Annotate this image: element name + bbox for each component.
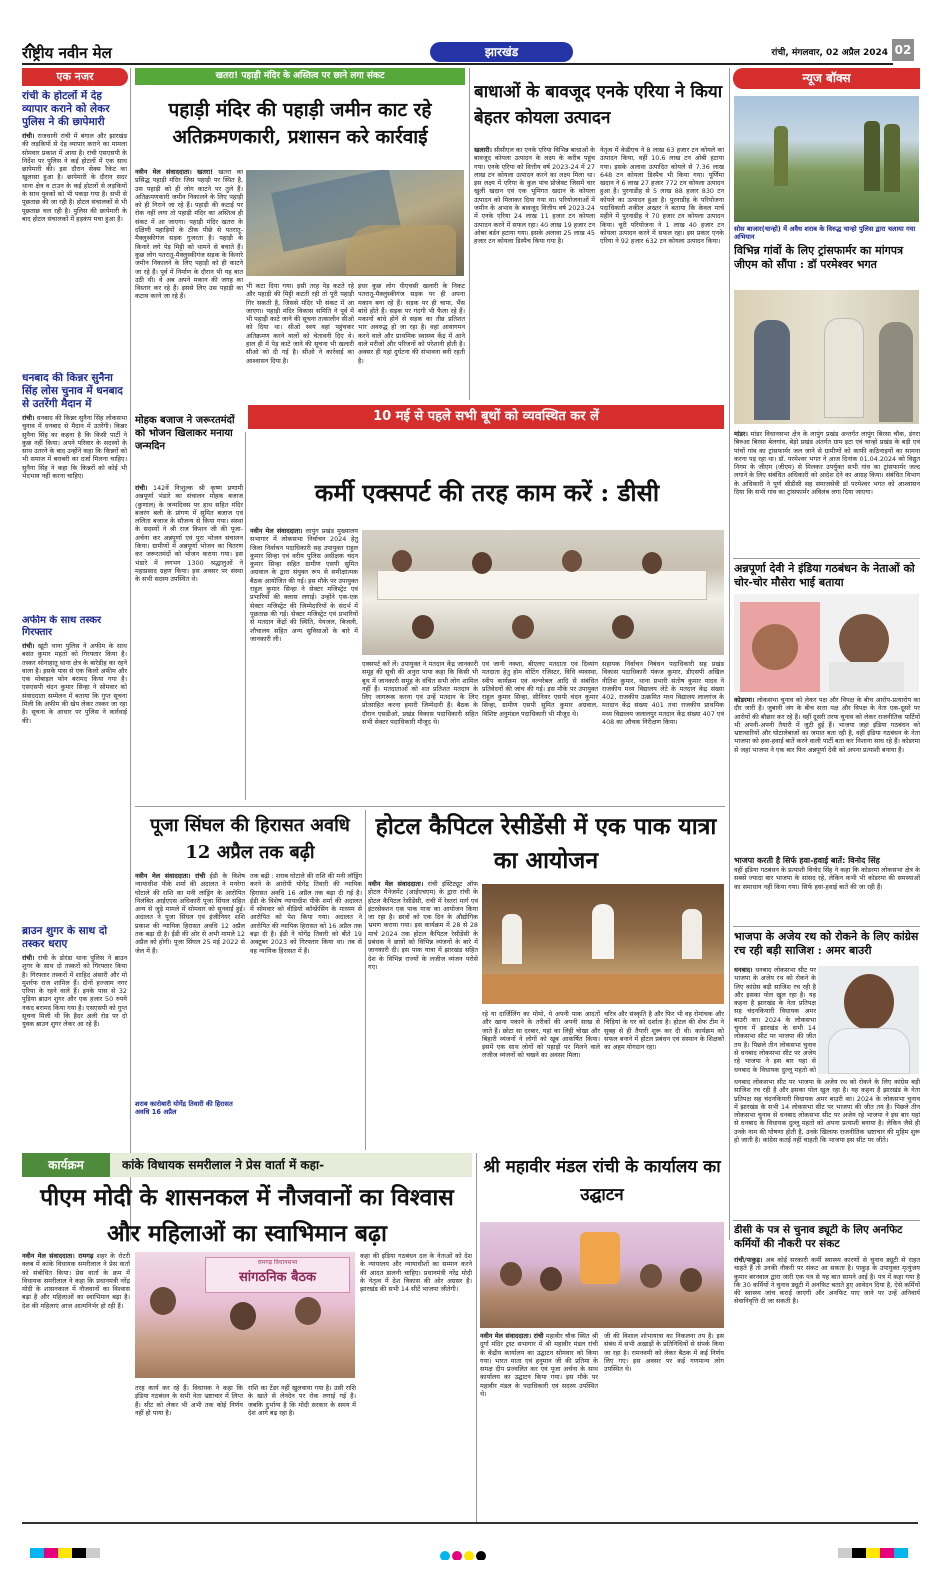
ek-nazar-body-4: रांची के डोरंडा थाना पुलिस ने ब्राउन शुगर के साथ दो तस्करों को गिरफ्तार किया है। गिरफ्तार तस्करों में शाहिद अंसारी और मो मुशर्रफ राज शामिल हैं। दोनों हज्जाम नगर एरिया के रहने वाले हैं। इनके पास से 32 पुड़िया ब्राउन शुगर और एक हजार 50 रुपये नकद बरामद किया गया है। एसएसपी को गुप्त सूचना मिली थी कि हैदर अली रोड पर दो युवक ब्राउन शुगर लेकर आ रहे हैं। — [22, 954, 127, 1029]
news-box-item-4-body — [734, 1256, 920, 1506]
karyakram-strip — [22, 1153, 472, 1177]
puja-dateline: नवीन मेल संवाददाता। रांची — [135, 872, 206, 880]
dateline: रांची, मंगलवार, 02 अप्रैल 2024 — [771, 48, 888, 58]
news-box-photo-annapurna — [734, 594, 919, 692]
ek-nazar-dateline-2: रांची। — [22, 414, 35, 422]
news-box-item-3-body-cont: धनबाद लोकसभा सीट पर भाजपा के अजेय रथ को रोकने के लिए कांग्रेस बड़ी साजिश रच रही है और इसका पोल खुल रहा है। यह कहना है झारखंड के नेता प्रतिपक्ष सह चंदनकियारी विधायक अमर बाउरी का। 2024 के लोकसभा चुनाव में झारखंड के सभी 14 लोकसभा सीट पर भाजपा की जीत तय है। पिछले तीन लोकसभा चुनाव से धनबाद लोकसभा सीट पर अजेय रहे भाजपा ने इस बार यहां से धनबाद के विधायक दुल्लू महतो को अपना प्रत्याशी बनाया है। लेकिन जैसे ही उनके नाम की घोषणा होती है, उनके खिलाफ राजनीतिक भ्रष्टाचार की मुहिम शुरू हो जाती है। कांग्रेस कतई नहीं चाहती कि भाजपा इस सीट पर जीते। — [734, 1078, 920, 1145]
footer-rule — [22, 1522, 918, 1524]
ek-nazar-title-1: रांची के होटलों में देह व्यापार कराने को लेकर पुलिस ने की छापेमारी — [22, 90, 110, 128]
ek-nazar-label-text: एक नजर — [56, 70, 94, 83]
registration-strip-left — [30, 1548, 100, 1558]
mahavir-headline: श्री महावीर मंडल रांची के कार्यालय का उद्घाटन — [483, 1157, 721, 1205]
ek-nazar-body-3: खूंटी थाना पुलिस ने अफीम के साथ बसंत कुमार महतो को गिरफ्तार किया है। तस्कर सोनाहातू थाना क्षेत्र के बारेडीह का रहने वाला है। इसके पास से एक किलो अफीम और एक मोबाइल फोन बरामद किया गया है। एसएसपी चंदन कुमार सिन्हा ने सोमवार को संवाददाता सम्मेलन में बताया कि गुप्त सूचना मिली कि अफीम की खेप लेकर तस्कर जा रहा है। सूचना के आधार पर पुलिस ने कार्रवाई की। — [22, 642, 127, 725]
mahavir-dateline: नवीन मेल संवाददाता। रांची — [480, 1332, 544, 1340]
news-box-item-3-body — [734, 966, 816, 1074]
koyla-body-1: सीसीएल का एनके एरिया विभिन्न बाधाओं के बावजूद कोयला उत्पादन के लक्ष्य के करीब पहुंच गया। एनके एरिया को वित्तीय वर्ष 2023-24 में 27 लाख टन कोयला उत्पादन करने का लक्ष्य मिला था। इस लक्ष्य में एरिया के कुल पांच प्रोजेक्ट जिसमें चार खुली खदान एवं एक भूमिगत खदान के कोयला उत्पादन को मिलाकर दिया गया था। परियोजनाओं में जमीन के अभाव के बावजूद वित्तीय वर्ष 2023-24 में एनके एरिया 24 लाख 11 हजार टन कोयला उत्पादन करने में सफल रहा। 40 लाख 19 हजार टन ओबर बर्डन हटाया गया। इसके अलावा 25 लाख 45 हजार टन कोयला डिस्पैच किया गया है। — [474, 146, 595, 246]
karmi-col-1 — [250, 527, 358, 802]
karyakram-photo — [135, 1252, 355, 1378]
news-box-body-1: मांडर विधानसभा क्षेत्र के लापुंग प्रखंड अन्तर्गत लापुंग बिरसा चौक, डंगरा बिरुआ बिरसा बेलगांव, बेड़ो प्रखंड अंतर्गत ग्राम इटा एवं चान्हो प्रखंड के बड़ी एवं पांचों गांव का ट्रांसफार्मर जल जाने से ग्रामीणों को काफी कठिनाइयों का सामना करना पड़ रहा था। डॉ. परमेश्वर भगत ने आज दिनांक 01.04.2024 को विद्युत निगम के जीएम (जीएम) से मिलकर उपर्युक्त सभी गांव का ट्रांसफार्मर जल्द लगाने के लिए संबंधित अधिकारी को आदेश देने का आग्रह किया। संबंधित विभाग के अधिकारी ने पूर्ण सीडीसी सह समाजसेवी डॉ परमेश्वर भगत को आश्वासन दिया कि सभी गांव का ट्रांसफार्मर अविलंब लगा दिया जाएगा। — [734, 430, 920, 497]
mahavir-photo — [480, 1222, 724, 1328]
karmi-photo — [362, 530, 724, 655]
paper-name: राष्ट्रीय नवीन मेल — [22, 44, 112, 62]
karyakram-col-2: तरह कार्य कर रहे हैं। विधायक ने कहा कि इंडिया गठबंधन के सभी नेता भ्रष्टाचार में लिप्त हैं। सीट को लेकर भी अभी तक कोई निर्णय नहीं हो पाया है। — [135, 1384, 243, 1417]
news-box-item-2-body-2: वहीं इंडिया गठबंधन के प्रत्याशी विनोद सिंह ने कहा कि कोडरमा लोकसभा क्षेत्र के सबसे ज्यादा बार भाजपा के सांसद रहे, लेकिन कभी भी कोडरमा की समस्याओं का समाधान नहीं किया गया। सिर्फ हवा-हवाई बातें की जा रही हैं। — [734, 866, 920, 891]
hotel-body-1: रांची इंस्टिट्यूट ऑफ होटल मैनेजमेंट (आईएचएम) के द्वारा रांची के होटल कैपिटल रेसीडेंसी, रांची में रेस्तरां मार्ग एवं इंटरसेक्शन एक पाक यात्रा का आयोजन किया जा रहा है। छात्रों को एक दिन के औद्योगिक भ्रमण कराया गया। इस कार्यक्रम में 28 से 28 मार्च 2024 तक होटल कैपिटल रेसीडेंसी के प्रबंधक ने छात्रों को विभिन्न व्यंजनों के बारे में जानकारी दी। इस पाक यात्रा में झारखंड सहित देश के विभिन्न राज्यों के लजीज व्यंजन परोसे गए। — [368, 880, 478, 971]
ek-nazar-body-1: राजधानी रांची में बंगाल और झारखंड की लड़कियों से देह व्यापार कराने का मामला सोमवार प्रकाश में आया है। रांची एसएसपी के निर्देश पर पुलिस ने कई होटलों में एक साथ छापेमारी की। इस दौरान सेक्स रैकेट का खुलासा हुआ है। छापेमारी के दौरान सदर थाना क्षेत्र व टाउन के कई होटलों से लड़कियों के साथ युवकों को भी पकड़ा गया है। सभी से पूछताछ की जा रही है। होटल संचालकों से भी पूछताछ चल रही है। पुलिस की छापेमारी के बाद होटल संचालकों में हड़कंप मचा हुआ है। — [22, 132, 127, 223]
ek-nazar-dateline-4: रांची। — [22, 954, 35, 962]
karmi-headline: कर्मी एक्सपर्ट की तरह काम करें : डीसी — [314, 478, 660, 507]
ek-nazar-label — [22, 68, 128, 86]
ek-nazar-item-1 — [22, 90, 127, 365]
hotel-photo — [482, 884, 724, 1004]
news-box-caption-1: सोस बाजार(चान्हो) में अवैध शराब के विरुद्ध चान्हो पुलिस द्वारा चलाया गया अभियान — [734, 225, 916, 241]
pahadi-strap-text: खतरा! पहाड़ी मंदिर के अस्तित्व पर छाने लगा संकट — [215, 71, 385, 81]
koyla-col-1 — [474, 146, 595, 396]
pahadi-col-3: इधर कुछ लोग पीएचसी खलारी के निकट पतरातू-मैक्लुस्कीगंज सड़क पर ही अपना मकान बना रहे हैं। सड़क पर ही चापा, भैंस बांधे होते हैं। सड़क पर गंदगी भी फैला रहे हैं। मकानों बांधे होने से सड़क का तीव्र प्रतिशत भार अवरुद्ध हो जा रहा है। वहां आवागमन करने वाले और प्राथमिक स्वास्थ्य केंद्र में आने वाले मरीजों और परिजनों को परेशानी होती है। अक्सर ही यहां दुर्घटना की संभावना बनी रहती है। — [358, 282, 465, 365]
hotel-col-3: चरित्र और संस्कृति है और फिर भी वह रोमांचक और चिड़ियां के घर को दर्शाता है। होटल की शेफ टीम ने सुबह से ही तैयारी शुरू कर दी थी। कार्यक्रम को सफल बनाने में होटल प्रबंधन एवं संस्थान के शिक्षकों का अहम योगदान रहा। — [604, 1010, 724, 1052]
pahadi-strap — [135, 68, 465, 85]
koyla-col-2: नेतृत्व में केडीएच ने 8 लाख 63 हजार टन कोयले का उत्पादन किया, वहीं 10.6 लाख टन ओबी हटाया गया। इसके अलावा उत्पादित कोयले से 7.36 लाख 648 टन कोयला डिस्पैच भी किया गया। पूर्णिमा खदान ने 6 लाख 27 हजार 772 टन कोयला उत्पादन हुआ है। पुरनाडीह से 5 लाख 88 हजार 830 टन कोयले का उत्पादन हुआ है। पुरनाडीह के परियोजना पदाधिकारी शकील अख्तर ने बताया कि केवल मार्च महीने में पुरनाडीह ने 70 हजार टन कोयला उत्पादन किया। चूरी परियोजना ने 1 लाख 40 हजार टन कोयला उत्पादन करने में सफल रहा। इस प्रकार एनके एरिया ने 92 हजार 632 टन कोयला उत्पादन किया। — [600, 146, 724, 246]
puja-caption: शराब कारोबारी योगेंद्र तिवारी की हिरासत अवधि 16 अप्रैल — [135, 1100, 233, 1116]
ek-nazar-title-4: ब्राउन शुगर के साथ दो तस्कर धराए — [22, 925, 108, 950]
karyakram-body-1: शहर के रोटरी क्लब में कांके विधायक समरीलाल ने प्रेस वार्ता को संबोधित किया। प्रेस वार्ता के क्रम में विधायक समरीलाल ने कहा कि प्रधानमंत्री नरेंद्र मोदी के शासनकाल में नौजवानों का विश्वास बढ़ा है और महिलाओं का स्वाभिमान बढ़ा है। देश की महिलाएं आज आत्मनिर्भर हो रही हैं। — [22, 1252, 130, 1310]
karmi-col-4: सहायक निर्वाचन निबंधन पदाधिकारी सह प्रखंड विकास पदाधिकारी पंकज कुमार, डीएसपी अखिल नीतिश कुमार, थाना प्रभारी संतोष कुमार यादव ने राजकीय मध्य विद्यालय लेटे के मतदान केंद्र संख्या 402, राजकीय उत्क्रमित मध्य विद्यालय लालगंज के मतदान केंद्र संख्या 401 तथा राजकीय प्राथमिक मध्य विद्यालय जलालपुर मतदान केंद्र संख्या 407 एवं 408 का औचक निरीक्षण किया। — [602, 660, 724, 727]
registration-strip-right — [838, 1548, 908, 1558]
ek-nazar-item-2 — [22, 372, 127, 612]
masthead — [22, 36, 922, 64]
news-box-photo-transformer — [734, 290, 919, 424]
news-box-label-text: न्यूज बॉक्स — [802, 71, 851, 85]
karmi-col-3: एवं जानी नक्शा, बीएलए मतदाता एवं दिव्यांग मतदाता हेतु होम वोटिंग रजिस्टर, विधि व्यवस्था, स्वीप कार्यक्रम एवं वल्नरेबल आदि से संबंधित प्रतिवेदनों की जांच की गई। इस मौके पर उपायुक्त राहुल कुमार सिन्हा, सीनियर एसपी चंदन कुमार सिन्हा, ग्रामीण एसपी सुमित कुमार अग्रवाल, विशिष्ट अनुमंडल पदाधिकारी भी मौजूद थे। — [482, 660, 598, 718]
mohak-body — [135, 484, 243, 800]
koyla-dateline: खलारी। — [474, 146, 492, 154]
pahadi-body-1: खतरा का प्रसिद्ध पहाड़ी मंदिर जिस पहाड़ी पर स्थित है, उस पहाड़ी को ही लोग काटने पर तुले हैं। अतिक्रमणकारी जमीन निकालने के लिए पहाड़ी को ही गिराने जा रहे हैं। पहाड़ी की कटाई पर रोक नहीं लगा तो पहाड़ी मंदिर का अस्तित्व ही संकट में आ जाएगा। पहाड़ी मंदिर खतरा के दक्षिणी पहाड़ियों के ठीक पीछे से पतरातू-मैक्लुस्कीगंज सड़क गुजरता है। पहाड़ी के किनारे लगे पेड़ मिट्टी को थामने से बचाते हैं। कुछ लोग पतरातू-मैक्लुस्कीगंज सड़क के किनारे जमीन निकालने के लिए पहाड़ी को ही काटने जा रहे हैं। पूर्व में निर्माण के दौरान भी यह बात उठी थी। वे अब अपने मकान की जगह का विस्तार कर रहे हैं। इससे लिए उस पहाड़ी का कटाव करने जा रहे हैं। — [135, 168, 243, 301]
mahavir-col-2: जी की विशाल शोभायात्रा का निकलना तय है। इस संबंध में सभी अखाड़ों के प्रतिनिधियों से संपर्क किया जा रहा है। रामनवमी को लेकर बैठक में कई निर्णय लिए गए। इस अवसर पर कई गणमान्य लोग उपस्थित थे। — [604, 1332, 724, 1374]
news-box-subhead: भाजपा करती है सिर्फ हवा-हवाई बातें: विनोद सिंह — [734, 856, 880, 865]
puja-headline: पूजा सिंघल की हिरासत अवधि 12 अप्रैल तक बढ़ी — [150, 815, 350, 863]
pahadi-col-2: भी कटा दिया गया। इसी तरह पेड़ कटते रहे और पहाड़ी की मिट्टी कटती रही तो पूरी पहाड़ी गिर सकती है, जिससे मंदिर भी संकट में आ जाएगा। पहाड़ी मंदिर विकास समिति ने पूर्व में भी पहाड़ी काटे जाने की सूचना तत्कालीन सीओ को दिया था। सीओ स्वयं वहां पहुंचकर अतिक्रमण करने वालों को चेतावनी दिए थे। हाल ही में पेड़ काटे जाने की सूचना भी खलारी सीओ को दी गई है। सीओ ने कार्रवाई का आश्वासन दिया है। — [246, 282, 354, 365]
pahadi-headline: पहाड़ी मंदिर की पहाड़ी जमीन काट रहे अतिक्रमणकारी, प्रशासन करे कार्रवाई — [168, 99, 432, 148]
mohak-dateline: रांची। — [135, 484, 148, 492]
mohak-body-text: 142वें निःशुल्क श्री कृष्ण प्रणामी अन्नपूर्णा भंडारे का संचालन मोहक बजाज (कुणाल) के जन्मदिवस पर हाथ सहित मंदिर बजरंग बली के प्रांगण में सुमित बजाज एवं ललिता बजाज के सौजन्य से किया गया। संस्था के सदस्यों ने श्री राज किशन जी की पूजा-अर्चना कर अन्नपूर्णा एवं पूरा भोजन संचालन किया। ग्रामीणों में अन्नपूर्णा भोजन का वितरण कर जरूरतमंदों को भोजन कराया गया। इस भंडारे में लगभग 1300 श्रद्धालुओं ने महाप्रसाद ग्रहण किया। इस अवसर पर संस्था के सभी सदस्य उपस्थित थे। — [135, 484, 243, 584]
karyakram-col-1 — [22, 1252, 130, 1522]
news-box-dateline-4: रांची/पाकुड़। — [734, 1256, 763, 1264]
mahavir-col-1 — [480, 1332, 598, 1522]
ek-nazar-item-4 — [22, 925, 127, 1170]
hotel-col-1 — [368, 880, 478, 1144]
ek-nazar-title-2: धनबाद की किन्नर सुनैना सिंह लोस चुनाव में धनबाद से उतरेंगी मैदान में — [22, 372, 123, 410]
ek-nazar-dateline-1: रांची। — [22, 132, 35, 140]
hotel-col-2: रहे या दार्जिलिंग का मोमो, ये अपनी पाक आदतों और खाना पकाने के तरीकों की अपनी साख से जाते हैं। छोटा सा दरबार, यहां का लिट्टी चोखा और बिहारी व्यंजनों ने लोगों को खूब आकर्षित किया। इसमें एक साथ लोगों को पहाड़ों पर मिलने वाले लजीज व्यंजनों को चखने का अवसर मिला। — [482, 1010, 600, 1060]
pahadi-col-1 — [135, 168, 243, 396]
mahavir-body-1: महावीर चौक स्थित श्री दुर्गा मंदिर ट्रस्ट सभागार में श्री महावीर मंडल रांची के केंद्रीय कार्यालय का उद्घाटन सोमवार को किया गया। भारत माता एवं हनुमान जी की प्रतिमा के समक्ष दीप प्रज्वलित कर एवं पूजा अर्चना के साथ कार्यालय का उद्घाटन किया गया। इस मौके पर महावीर मंडल के पदाधिकारी एवं सदस्य उपस्थित थे। — [480, 1332, 598, 1399]
col-rule-left — [130, 68, 131, 1240]
karmi-body-1: लापुंग प्रखंड मुख्यालय सभागार में लोकसभा निर्वाचन 2024 हेतु जिला निर्वाचन पदाधिकारी सह उपायुक्त राहुल कुमार सिन्हा एवं वरीय पुलिस अधीक्षक चंदन कुमार सिन्हा सहित ग्रामीण एसपी सुमित अग्रवाल के द्वारा संयुक्त रूप से समीक्षात्मक बैठक आयोजित की गई। इस मौके पर उपायुक्त राहुल कुमार सिन्हा ने सेक्टर मजिस्ट्रेट एवं प्रभारियों की क्लास लगाई। उन्होंने एक-एक सेक्टर मजिस्ट्रेट की जिम्मेदारियों के संदर्भ में पूछताछ की गई। सेक्टर मजिस्ट्रेट एवं प्रभारियों से मतदान केंद्रों की स्थिति, पेयजल, बिजली, शौचालय सहित अन्य सुविधाओं के बारे में जानकारी ली। — [250, 527, 358, 643]
koyla-headline: बाधाओं के बावजूद एनके एरिया ने किया बेहतर कोयला उत्पादन — [474, 82, 723, 128]
news-box-title-2: अन्नपूर्णा देवी ने इंडिया गठबंधन के नेताओं को चोर-चोर मौसेरा भाई बताया — [734, 562, 915, 589]
section-title: झारखंड — [484, 45, 519, 59]
ek-nazar-body-2: धनबाद की किन्नर सुनैना सिंह लोकसभा चुनाव में धनबाद से मैदान में उतरेंगी। किन्नर सुनैना सिंह का कहना है कि किसी पार्टी ने कुछ नहीं किया। अपने परिवार के सदस्यों के साथ उतरने के बाद उन्होंने कहा कि किन्नरों को भी समाज में बराबरी का दर्जा मिलना चाहिए। सुनैना सिंह ने कहा कि किन्नरों को कोई भी भेदभाव नहीं करना चाहिए। — [22, 414, 127, 481]
registration-marks-center — [440, 1546, 488, 1560]
news-box-dateline-3: धनबाद। — [734, 966, 753, 974]
karmi-dateline: नवीन मेल संवाददाता। — [250, 527, 303, 535]
news-box-photo-police — [734, 96, 919, 222]
karyakram-col-3: राशि का टेंडर नहीं खुलवाया गया है। उसी राशि के खाते से लेनदेन पर रोक लगाई गई है। जबकि दुर्भाग्य है कि मोदी सरकार के समय में देश आगे बढ़ रहा है। — [248, 1384, 356, 1417]
news-box-label — [733, 68, 920, 89]
news-box-title-3: भाजपा के अजेय रथ को रोकने के लिए कांग्रेस रच रही बड़ी साजिश : अमर बाउरी — [734, 930, 919, 957]
news-box-item-2-body — [734, 696, 920, 852]
karyakram-banner-small: रामगढ़ विधानसभा — [257, 1259, 298, 1266]
news-box-body-2: लोकसभा चुनाव को लेकर पक्ष और विपक्ष के बीच आरोप-प्रत्यारोप का दौर जारी है। जुबानी जंग के बीच सत्ता पक्ष और विपक्ष के नेता एक-दूसरे पर आरोपों की बौछार कर रहे हैं। वहीं दूसरी तरफ चुनाव को लेकर राजनीतिक पार्टियों भी अपनी-अपनी तैयारी में जुटी हुई हैं। भाजपा जहां इंडिया गठबंधन को भ्रष्टाचारियों और घोटालेबाजों का जमात बता रही है, वहीं इंडिया गठबंधन के नेता भाजपा को हवा-हवाई बातें करने वाली पार्टी बता कर निशाना साध रहे हैं। कोडरमा से जहां भाजपा ने एक बार फिर अन्नपूर्णा देवी को अपना प्रत्याशी बनाया है। — [734, 696, 920, 754]
page-number: 02 — [892, 39, 914, 61]
mohak-title: मोहक बजाज ने जरूरतमंदों को भोजन खिलाकर मनाया जन्मदिन — [135, 415, 235, 452]
karyakram-headline: पीएम मोदी के शासनकल में नौजवानों का विश्वास और महिलाओं का स्वाभिमान बढ़ा — [40, 1184, 454, 1247]
hotel-dateline: नवीन मेल संवाददाता। — [368, 880, 424, 888]
karmi-col-2: एक्सपर्ट करें लें। उपायुक्त ने मतदान केंद्र जानकारी समूह की सूची की अनुरा पाया कहा कि किसी भी बूथ में जानकारी समूह के वंचित सभी लोग शामिल नहीं हैं। मतदाताओं को शत प्रतिशत मतदान के लिए जागरूक करना एवं उन्हें मतदान के लिए प्रोत्साहित करना हमारी जिम्मेदारी है। बैठक के दौरान एसडीओ, प्रखंड विकास पदाधिकारी सहित सभी सेक्टर पदाधिकारी मौजूद थे। — [362, 660, 478, 727]
puja-body-1: ईडी के विशेष न्यायाधीश पीके शर्मा की अदालत ने मनरेगा घोटाले की राशि का मनी लांड्रिंग के आरोपित निलंबित आईएएस अधिकारी पूजा सिंघल सहित अन्य से जुड़े मामले में सोमवार को सुनवाई हुई। अदालत ने पूजा सिंघल एवं इंजीनियर शशि प्रकाश की न्यायिक हिरासत अवधि 12 अप्रैल तक बढ़ा दी है। ईडी की ओर से अभी मामले 12 अप्रैल को होगी। पूजा सिंघल 25 मई 2022 से जेल में हैं। — [135, 872, 245, 955]
karyakram-dateline: नवीन मेल संवाददाता। रामगढ़ — [22, 1252, 94, 1260]
news-box-photo-amar — [818, 966, 919, 1074]
karyakram-banner-text: सांगठनिक बैठक — [238, 1270, 317, 1285]
red-banner-text: 10 मई से पहले सभी बूथों को व्यवस्थित कर लें — [373, 409, 599, 424]
pahadi-dateline: नवीन मेल संवाददाता। खतरा! — [135, 168, 214, 176]
puja-col-2: तक बढ़ी : शराब घोटाले की राशि की मनी लॉड्रिंग करने के आरोपी योगेंद्र तिवारी की न्यायिक हिरासत अवधि 16 अप्रैल तक बढ़ा दी गई है। ईडी के विशेष न्यायाधीश पीके शर्मा की अदालत में सोमवार को वीडियो कॉन्फ्रेंसिंग के माध्यम से आरोपित को पेश किया गया। अदालत ने आरोपित की न्यायिक हिरासत को 16 अप्रैल तक बढ़ा दी है। ईडी ने योगेंद्र तिवारी को बीते 19 अक्टूबर 2023 को गिरफ्तार किया था। तब से वह न्यायिक हिरासत में हैं। — [250, 872, 362, 955]
puja-col-1 — [135, 872, 245, 1097]
news-box-dateline-1: मांडर। — [734, 430, 748, 438]
red-banner — [248, 405, 724, 429]
news-box-dateline-2: कोडरमा। — [734, 696, 755, 704]
karyakram-label — [22, 1153, 110, 1177]
karyakram-kicker: कांके विधायक समरीलाल ने प्रेस वार्ता में कहा- — [122, 1158, 325, 1172]
col-rule-mid — [469, 68, 470, 400]
karyakram-label-text: कार्यक्रम — [48, 1158, 84, 1172]
news-box-body-3: धनबाद लोकसभा सीट पर भाजपा के अजेय रथ को रोकने के लिए कांग्रेस बड़ी साजिश रच रही है और इसका पोल खुल रहा है। यह कहना है झारखंड के नेता प्रतिपक्ष सह चंदनकियारी विधायक अमर बाउरी का। 2024 के लोकसभा चुनाव में झारखंड के सभी 14 लोकसभा सीट पर भाजपा की जीत तय है। पिछले तीन लोकसभा चुनाव से धनबाद लोकसभा सीट पर अजेय रहे भाजपा ने इस बार यहां से धनबाद के विधायक दुल्लू महतो को — [734, 966, 816, 1074]
ek-nazar-title-3: अफीम के साथ तस्कर गिरफ्तार — [22, 615, 102, 638]
news-box-body-4: अब कोई सरकारी कर्मी स्वास्थ्य कारणों से चुनाव ड्यूटी से राहत चाहते हैं तो उनकी नौकरी पर संकट आ सकता है। पाकुड़ के उपायुक्त मृत्युंजय कुमार बरनवाल द्वारा जारी एक पत्र से यह बात सामने आई है। पत्र में कहा गया है कि 30 कर्मियों ने चुनाव ड्यूटी में अनफिट बताते हुए आवेदन दिया है, ऐसे कर्मियों की स्वास्थ्य जांच कराई जाएगी और अनफिट पाए जाने पर उन्हें अनिवार्य सेवानिवृत्ति दी जा सकती है। — [734, 1256, 920, 1306]
pahadi-photo — [246, 170, 464, 276]
news-box-title-4: डीसी के पत्र से चुनाव ड्यूटी के लिए अनफिट कर्मियों की नौकरी पर संकट — [734, 1224, 903, 1250]
karyakram-col-4: कहा की इंडिया गठबंधन दल के नेताओं को देश के न्यायालय और न्यायाधीशों का सम्मान करने की आदत डालनी चाहिए। प्रधानमंत्री नरेंद्र मोदी के नेतृत्व में देश विकास की ओर अग्रसर है। झारखंड की सभी 14 सीटें भाजपा जीतेगी। — [360, 1252, 472, 1294]
news-box-title-1: विभिन्न गांवों के लिए ट्रांसफार्मर का मांगपत्र जीएम को सौंपा : डॉ परमेश्वर भगत — [734, 244, 904, 271]
col-rule-right — [729, 68, 730, 1240]
ek-nazar-item-3 — [22, 615, 127, 835]
ek-nazar-dateline-3: रांची। — [22, 642, 35, 650]
news-box-item-1-body — [734, 430, 920, 555]
masthead-rule — [22, 63, 893, 65]
hotel-headline: होटल कैपिटल रेसीडेंसी में एक पाक यात्रा का आयोजन — [375, 813, 717, 874]
